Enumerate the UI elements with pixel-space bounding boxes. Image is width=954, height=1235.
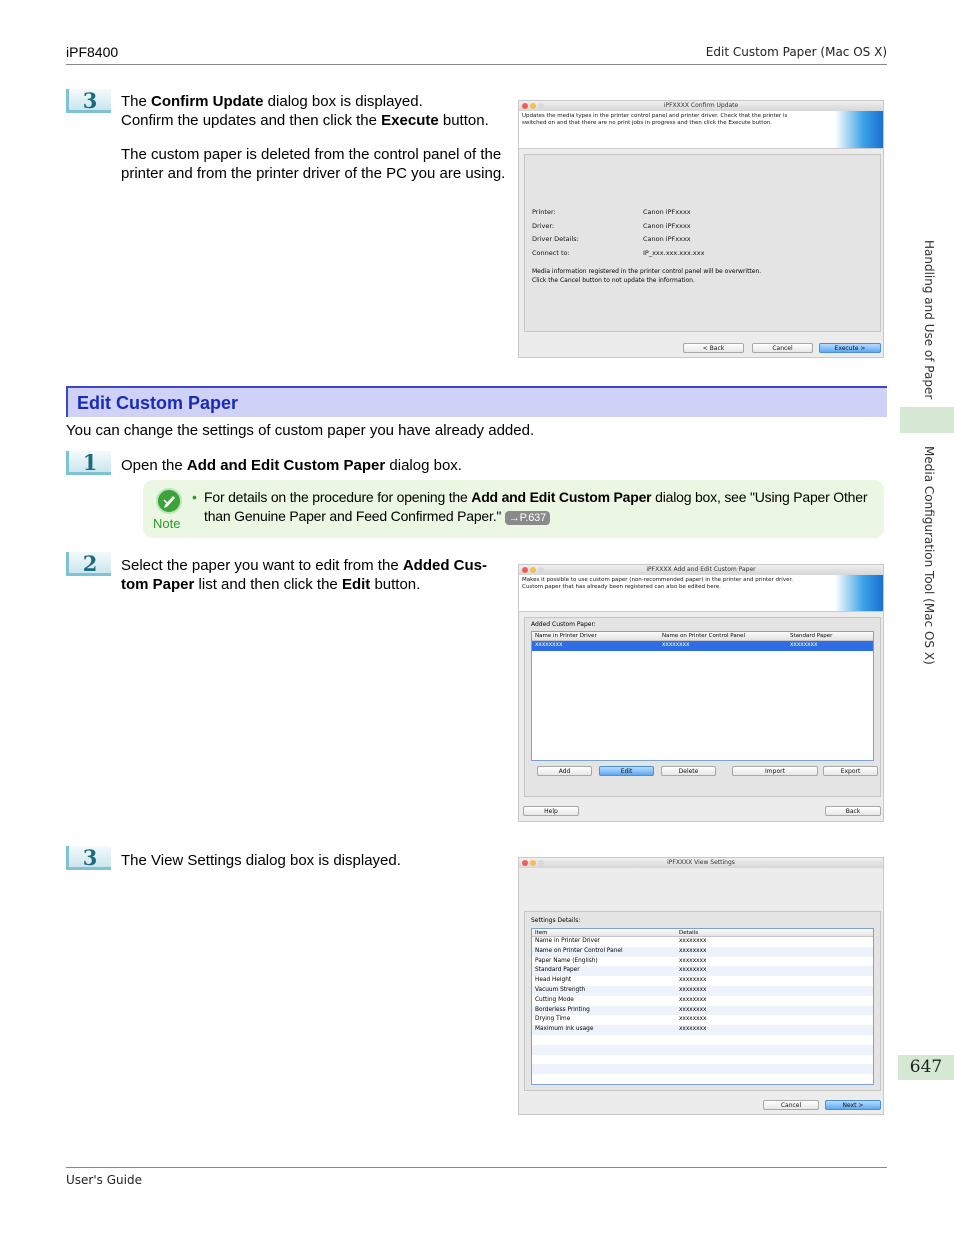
cancel-button[interactable]: Cancel	[763, 1100, 819, 1110]
setting-value: xxxxxxxx	[679, 957, 707, 964]
setting-item: Borderless Printing	[535, 1006, 590, 1013]
settings-table[interactable]	[531, 928, 874, 1085]
banner-text: Updates the media types in the printer control panel and printer driver. Check that the printer is switched on and that there are no print jobs in progress and then click the Execute button.	[522, 113, 788, 126]
minimize-icon[interactable]	[530, 860, 536, 866]
connect-label: Connect to:	[532, 248, 570, 257]
table-row[interactable]	[532, 641, 873, 651]
delete-button[interactable]: Delete	[661, 766, 716, 776]
help-button[interactable]: Help	[523, 806, 579, 816]
page-number: 647	[898, 1055, 954, 1080]
back-button[interactable]: < Back	[683, 343, 744, 353]
pencil-icon	[156, 488, 182, 514]
connect-value: IP_xxx.xxx.xxx.xxx	[643, 248, 705, 257]
note-text: For details on the procedure for opening the Add and Edit Custom Paper dialog box, see "Using Paper Other than Genuine Paper and Feed Confirmed Paper." →P.637	[204, 489, 868, 524]
export-button[interactable]: Export	[823, 766, 878, 776]
table-header	[532, 632, 873, 641]
table-row[interactable]	[532, 1035, 873, 1045]
details-label: Settings Details:	[531, 917, 581, 924]
confirm-update-dialog	[518, 100, 884, 358]
zoom-icon[interactable]	[538, 567, 544, 573]
printer-label: Printer:	[532, 208, 556, 216]
footer-divider	[66, 1167, 887, 1168]
cell-panel-name: xxxxxxxx	[662, 642, 690, 648]
table-row[interactable]	[532, 1015, 873, 1025]
section-title: Edit Custom Paper	[77, 393, 239, 413]
sidebar-chapter: Handling and Use of Paper	[922, 240, 936, 400]
setting-value: xxxxxxxx	[679, 1026, 707, 1033]
dialog-titlebar	[519, 858, 883, 868]
driver-details-value: Canon iPFxxxx	[643, 235, 691, 243]
cancel-button[interactable]: Cancel	[752, 343, 813, 353]
dialog-title: iPFXXXX Confirm Update	[663, 102, 739, 109]
dialog-title: iPFXXXX View Settings	[667, 859, 735, 866]
minimize-icon[interactable]	[530, 567, 536, 573]
import-button[interactable]: Import	[732, 766, 818, 776]
close-icon[interactable]	[522, 860, 528, 866]
driver-details-label: Driver Details:	[532, 235, 579, 243]
edit-button[interactable]: Edit	[599, 766, 654, 776]
dialog-title: iPFXXXX Add and Edit Custom Paper	[646, 566, 756, 573]
setting-value: xxxxxxxx	[679, 967, 707, 974]
step-number: 1	[66, 451, 111, 475]
setting-item: Head Height	[535, 977, 572, 984]
custom-paper-table[interactable]	[531, 631, 874, 761]
table-row[interactable]	[532, 996, 873, 1006]
view-settings-dialog	[518, 857, 884, 1115]
column-header[interactable]: Name on Printer Control Panel	[662, 633, 746, 639]
setting-item: Vacuum Strength	[535, 987, 586, 993]
footer-guide: User's Guide	[66, 1173, 142, 1187]
section-intro: You can change the settings of custom paper you have already added.	[66, 422, 535, 439]
close-icon[interactable]	[522, 103, 528, 109]
bullet-icon: •	[192, 489, 197, 505]
custom-paper-panel	[524, 617, 881, 797]
setting-value: xxxxxxxx	[679, 947, 707, 954]
note-box	[143, 480, 884, 538]
minimize-icon[interactable]	[530, 103, 536, 109]
step-number: 2	[66, 552, 111, 576]
header-model: iPF8400	[66, 44, 119, 60]
dialog-banner	[519, 575, 883, 612]
info-panel	[524, 154, 881, 332]
table-row[interactable]	[532, 1055, 873, 1065]
column-header[interactable]: Details	[679, 930, 699, 936]
note-label: Note	[153, 516, 181, 531]
cell-standard-paper: xxxxxxxx	[790, 642, 818, 648]
setting-item: Name on Printer Control Panel	[535, 947, 623, 954]
table-header	[532, 929, 873, 937]
step-number: 3	[66, 89, 111, 113]
table-row[interactable]	[532, 937, 873, 947]
setting-value: xxxxxxxx	[679, 1006, 707, 1013]
cell-driver-name: xxxxxxxx	[535, 642, 563, 648]
next-button[interactable]: Next >	[825, 1100, 881, 1110]
list-label: Added Custom Paper:	[531, 621, 596, 628]
header-section: Edit Custom Paper (Mac OS X)	[705, 45, 887, 59]
table-row[interactable]	[532, 1064, 873, 1074]
header-divider	[66, 64, 887, 65]
table-row[interactable]	[532, 986, 873, 996]
step-text: Open the Add and Edit Custom Paper dialog box.	[121, 457, 462, 474]
step-text: The View Settings dialog box is displayed.	[121, 852, 401, 869]
table-row[interactable]	[532, 947, 873, 957]
setting-value: xxxxxxxx	[679, 1016, 707, 1023]
column-header[interactable]: Item	[535, 930, 548, 936]
close-icon[interactable]	[522, 567, 528, 573]
table-row[interactable]	[532, 957, 873, 967]
zoom-icon[interactable]	[538, 103, 544, 109]
driver-value: Canon iPFxxxx	[643, 221, 691, 230]
media-cubes-icon	[835, 575, 883, 611]
step-description: The custom paper is deleted from the control panel of the printer and from the printer driver of the PC you are using.	[121, 146, 506, 182]
warning-message: Media information registered in the printer control panel will be overwritten.	[532, 268, 762, 275]
step-text: The Confirm Update dialog box is displayed. Confirm the updates and then click the Execute button.	[121, 93, 489, 129]
dialog-banner	[519, 111, 883, 149]
step-text: Select the paper you want to edit from the Added Cus-tom Paper list and then click the Edit button.	[121, 557, 488, 593]
table-row[interactable]	[532, 976, 873, 986]
settings-panel	[524, 911, 881, 1091]
table-row[interactable]	[532, 1006, 873, 1016]
add-button[interactable]: Add	[537, 766, 592, 776]
table-row[interactable]	[532, 1025, 873, 1035]
column-header[interactable]: Name in Printer Driver	[535, 633, 597, 639]
zoom-icon[interactable]	[538, 860, 544, 866]
table-row[interactable]	[532, 1045, 873, 1055]
page-reference-link[interactable]: →P.637	[505, 511, 550, 525]
setting-item: Drying Time	[535, 1016, 571, 1023]
banner-text: Makes it possible to use custom paper (non-recommended paper) in the printer and printer driver. Custom paper that has already been registered can also be edited here.	[522, 577, 793, 590]
setting-value: xxxxxxxx	[679, 938, 707, 944]
printer-value: Canon iPFxxxx	[643, 208, 691, 216]
column-header[interactable]: Standard Paper	[790, 633, 833, 639]
setting-item: Paper Name (English)	[535, 957, 598, 964]
add-edit-custom-paper-dialog	[518, 564, 884, 822]
setting-item: Cutting Mode	[535, 996, 574, 1003]
step-number: 3	[66, 846, 111, 870]
dialog-titlebar	[519, 101, 883, 111]
driver-label: Driver:	[532, 221, 555, 230]
media-cubes-icon	[835, 111, 883, 148]
back-button[interactable]: Back	[825, 806, 881, 816]
execute-button[interactable]: Execute >	[819, 343, 881, 353]
sidebar-tab	[900, 407, 954, 433]
cancel-hint: Click the Cancel button to not update the information.	[532, 277, 695, 284]
dialog-titlebar	[519, 565, 883, 575]
section-heading	[66, 386, 887, 417]
setting-item: Standard Paper	[535, 967, 580, 974]
setting-value: xxxxxxxx	[679, 987, 707, 993]
table-row[interactable]	[532, 966, 873, 976]
sidebar-subchapter: Media Configuration Tool (Mac OS X)	[922, 446, 936, 665]
setting-item: Maximum ink usage	[535, 1026, 594, 1033]
setting-value: xxxxxxxx	[679, 977, 707, 984]
table-row[interactable]	[532, 1074, 873, 1084]
setting-item: Name in Printer Driver	[535, 938, 601, 944]
setting-value: xxxxxxxx	[679, 996, 707, 1003]
